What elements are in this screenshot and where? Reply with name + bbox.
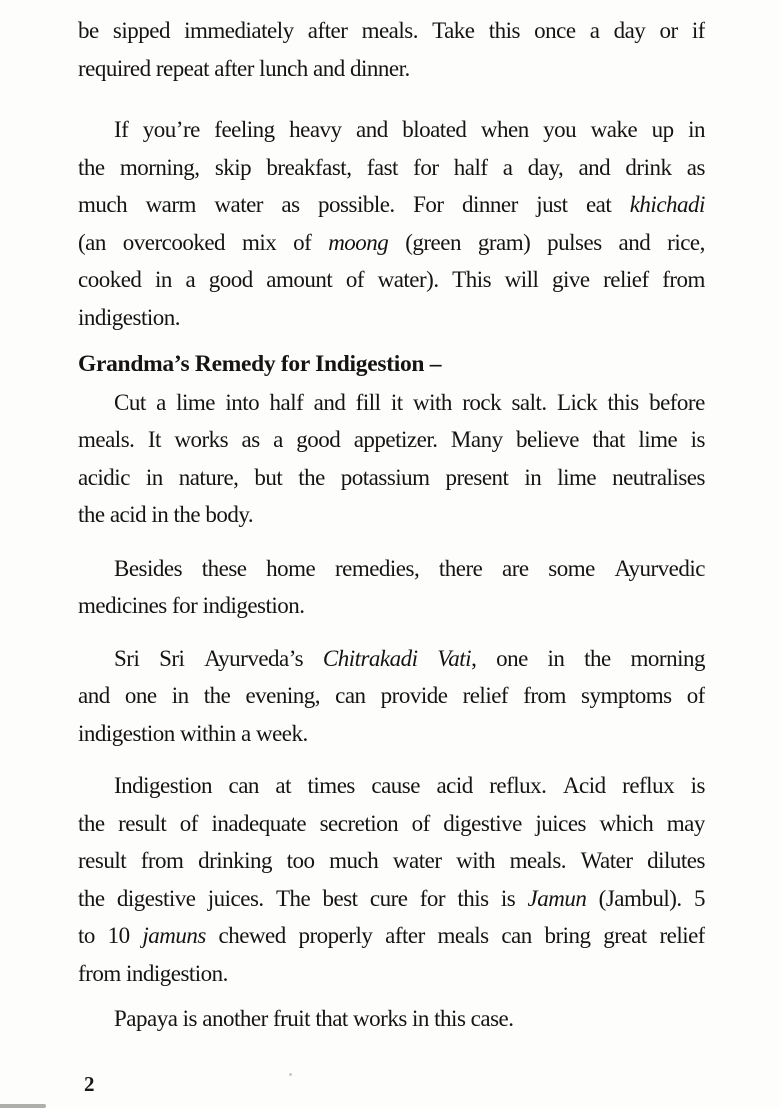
text-line: the result of inadequate secretion of digestive juices which may (78, 810, 705, 836)
text-line: the acid in the body. (78, 502, 254, 527)
scan-edge-artifact (0, 1104, 46, 1108)
text-line: Grandma’s Remedy for Indigestion – (78, 351, 442, 377)
text-line: acidic in nature, but the potassium present in lime neutralises (78, 464, 705, 490)
paragraph (78, 640, 705, 753)
text-block (78, 12, 705, 1038)
paragraph (78, 767, 705, 992)
text-line: Besides these home remedies, there are some Ayurvedic (114, 555, 705, 581)
text-line: required repeat after lunch and dinner. (78, 55, 410, 81)
italic-term: khichadi (629, 192, 705, 217)
italic-term: jamuns (142, 923, 206, 948)
text-line: cooked in a good amount of water). This will give relief from (78, 267, 705, 292)
text-line: and one in the evening, can provide relief from symptoms of (78, 683, 705, 708)
text-line: Indigestion can at times cause acid reflux. Acid reflux is (114, 773, 705, 798)
text-line: Papaya is another fruit that works in this case. (114, 1006, 514, 1031)
text-line: to 10 jamuns chewed properly after meals can bring great relief (78, 923, 705, 948)
text-line: be sipped immediately after meals. Take this once a day or if (78, 18, 705, 43)
text-line: meals. It works as a good appetizer. Many believe that lime is (78, 427, 705, 452)
paragraph (78, 111, 705, 336)
text-line: (an overcooked mix of moong (green gram) pulses and rice, (78, 229, 705, 255)
italic-term: Jamun (527, 885, 587, 911)
paragraph (78, 550, 705, 625)
text-line: the morning, skip breakfast, fast for half a day, and drink as (78, 154, 705, 180)
italic-term: Vati (437, 645, 472, 671)
paragraph (78, 384, 705, 534)
paragraph (78, 12, 705, 87)
text-line: medicines for indigestion. (78, 593, 305, 618)
page-number: 2 (84, 1072, 95, 1096)
text-line: result from drinking too much water with meals. Water dilutes (78, 848, 705, 873)
text-line: the digestive juices. The best cure for this is Jamun (Jambul). 5 (78, 885, 705, 911)
text-line: from indigestion. (78, 960, 228, 986)
italic-term: moong (328, 229, 389, 255)
text-line: indigestion. (78, 304, 180, 330)
section-heading (78, 346, 705, 384)
text-line: Sri Sri Ayurveda’s Chitrakadi Vati, one in the morning (114, 645, 705, 671)
scan-artifact-dot (289, 1073, 292, 1076)
text-line: If you’re feeling heavy and bloated when you wake up in (114, 117, 705, 142)
text-line: indigestion within a week. (78, 720, 308, 746)
italic-term: Chitrakadi (322, 645, 418, 671)
text-line: Cut a lime into half and fill it with rock salt. Lick this before (114, 389, 705, 415)
text-line: much warm water as possible. For dinner just eat khichadi (78, 192, 705, 217)
paragraph (78, 1000, 705, 1038)
